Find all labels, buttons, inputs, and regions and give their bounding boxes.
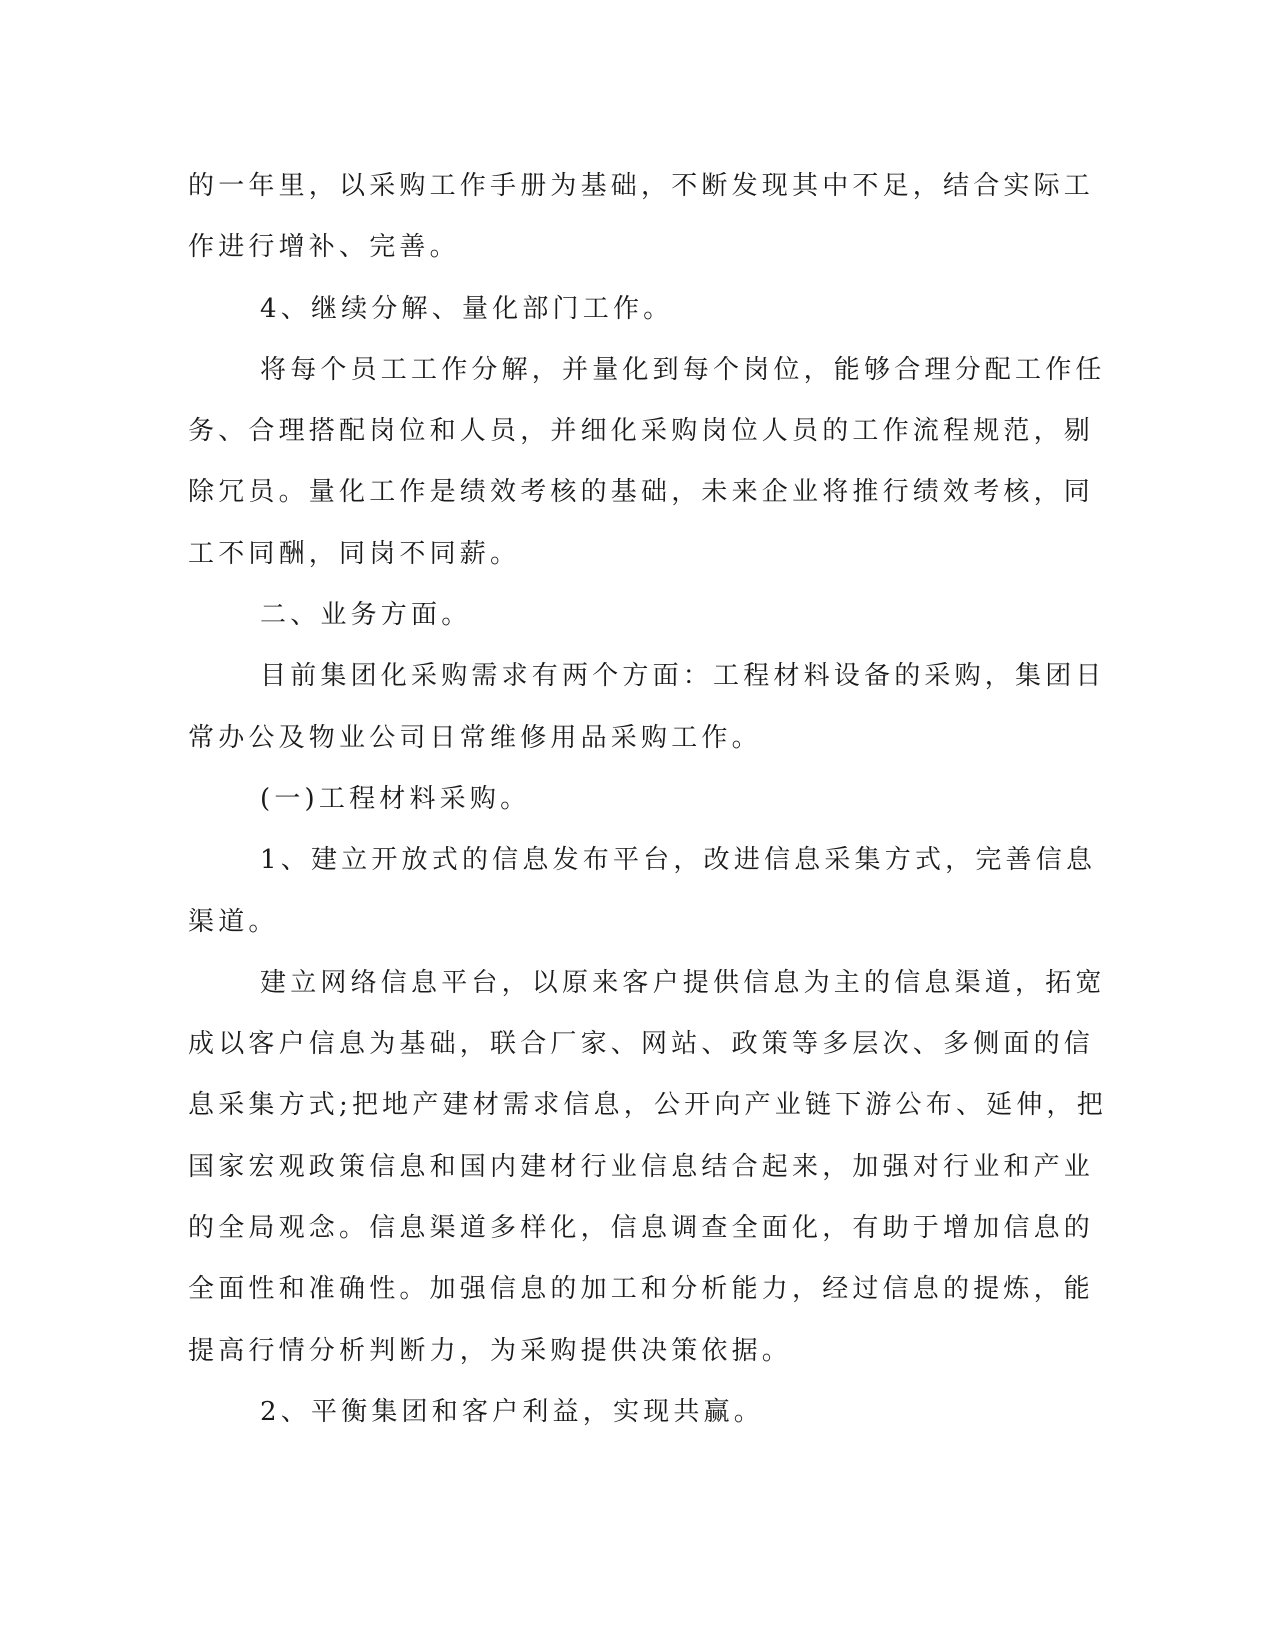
text-line: 目前集团化采购需求有两个方面：工程材料设备的采购，集团日 [260, 661, 1106, 692]
text-line: 务、合理搭配岗位和人员，并细化采购岗位人员的工作流程规范，剔 [188, 416, 1095, 447]
text-line: 作进行增补、完善。 [188, 232, 460, 263]
section-heading: 4、继续分解、量化部门工作。 [260, 293, 674, 324]
text-line: 将每个员工工作分解，并量化到每个岗位，能够合理分配工作任 [260, 354, 1106, 385]
text-line: 国家宏观政策信息和国内建材行业信息结合起来，加强对行业和产业 [188, 1151, 1095, 1182]
document-body [188, 156, 1107, 1443]
text-line: 提高行情分析判断力，为采购提供决策依据。 [188, 1335, 793, 1366]
text-line: 成以客户信息为基础，联合厂家、网站、政策等多层次、多侧面的信 [188, 1029, 1095, 1060]
text-line: 除冗员。量化工作是绩效考核的基础，未来企业将推行绩效考核，同 [188, 477, 1095, 508]
text-line: 的一年里，以采购工作手册为基础，不断发现其中不足，结合实际工 [188, 171, 1095, 201]
text-line: 常办公及物业公司日常维修用品采购工作。 [188, 722, 762, 753]
section-heading: 二、业务方面。 [260, 600, 472, 631]
text-line: 息采集方式;把地产建材需求信息，公开向产业链下游公布、延伸，把 [188, 1090, 1107, 1121]
text-line: 全面性和准确性。加强信息的加工和分析能力，经过信息的提炼，能 [188, 1274, 1095, 1305]
text-line: 的全局观念。信息渠道多样化，信息调查全面化，有助于增加信息的 [188, 1213, 1095, 1244]
text-line: 建立网络信息平台，以原来客户提供信息为主的信息渠道，拓宽 [260, 967, 1106, 998]
section-heading: 1、建立开放式的信息发布平台，改进信息采集方式，完善信息 [260, 845, 1097, 876]
section-heading: 2、平衡集团和客户利益，实现共赢。 [260, 1396, 764, 1427]
text-line: 渠道。 [188, 906, 279, 937]
section-heading: (一)工程材料采购。 [260, 783, 531, 814]
text-line: 工不同酬，同岗不同薪。 [188, 538, 521, 569]
